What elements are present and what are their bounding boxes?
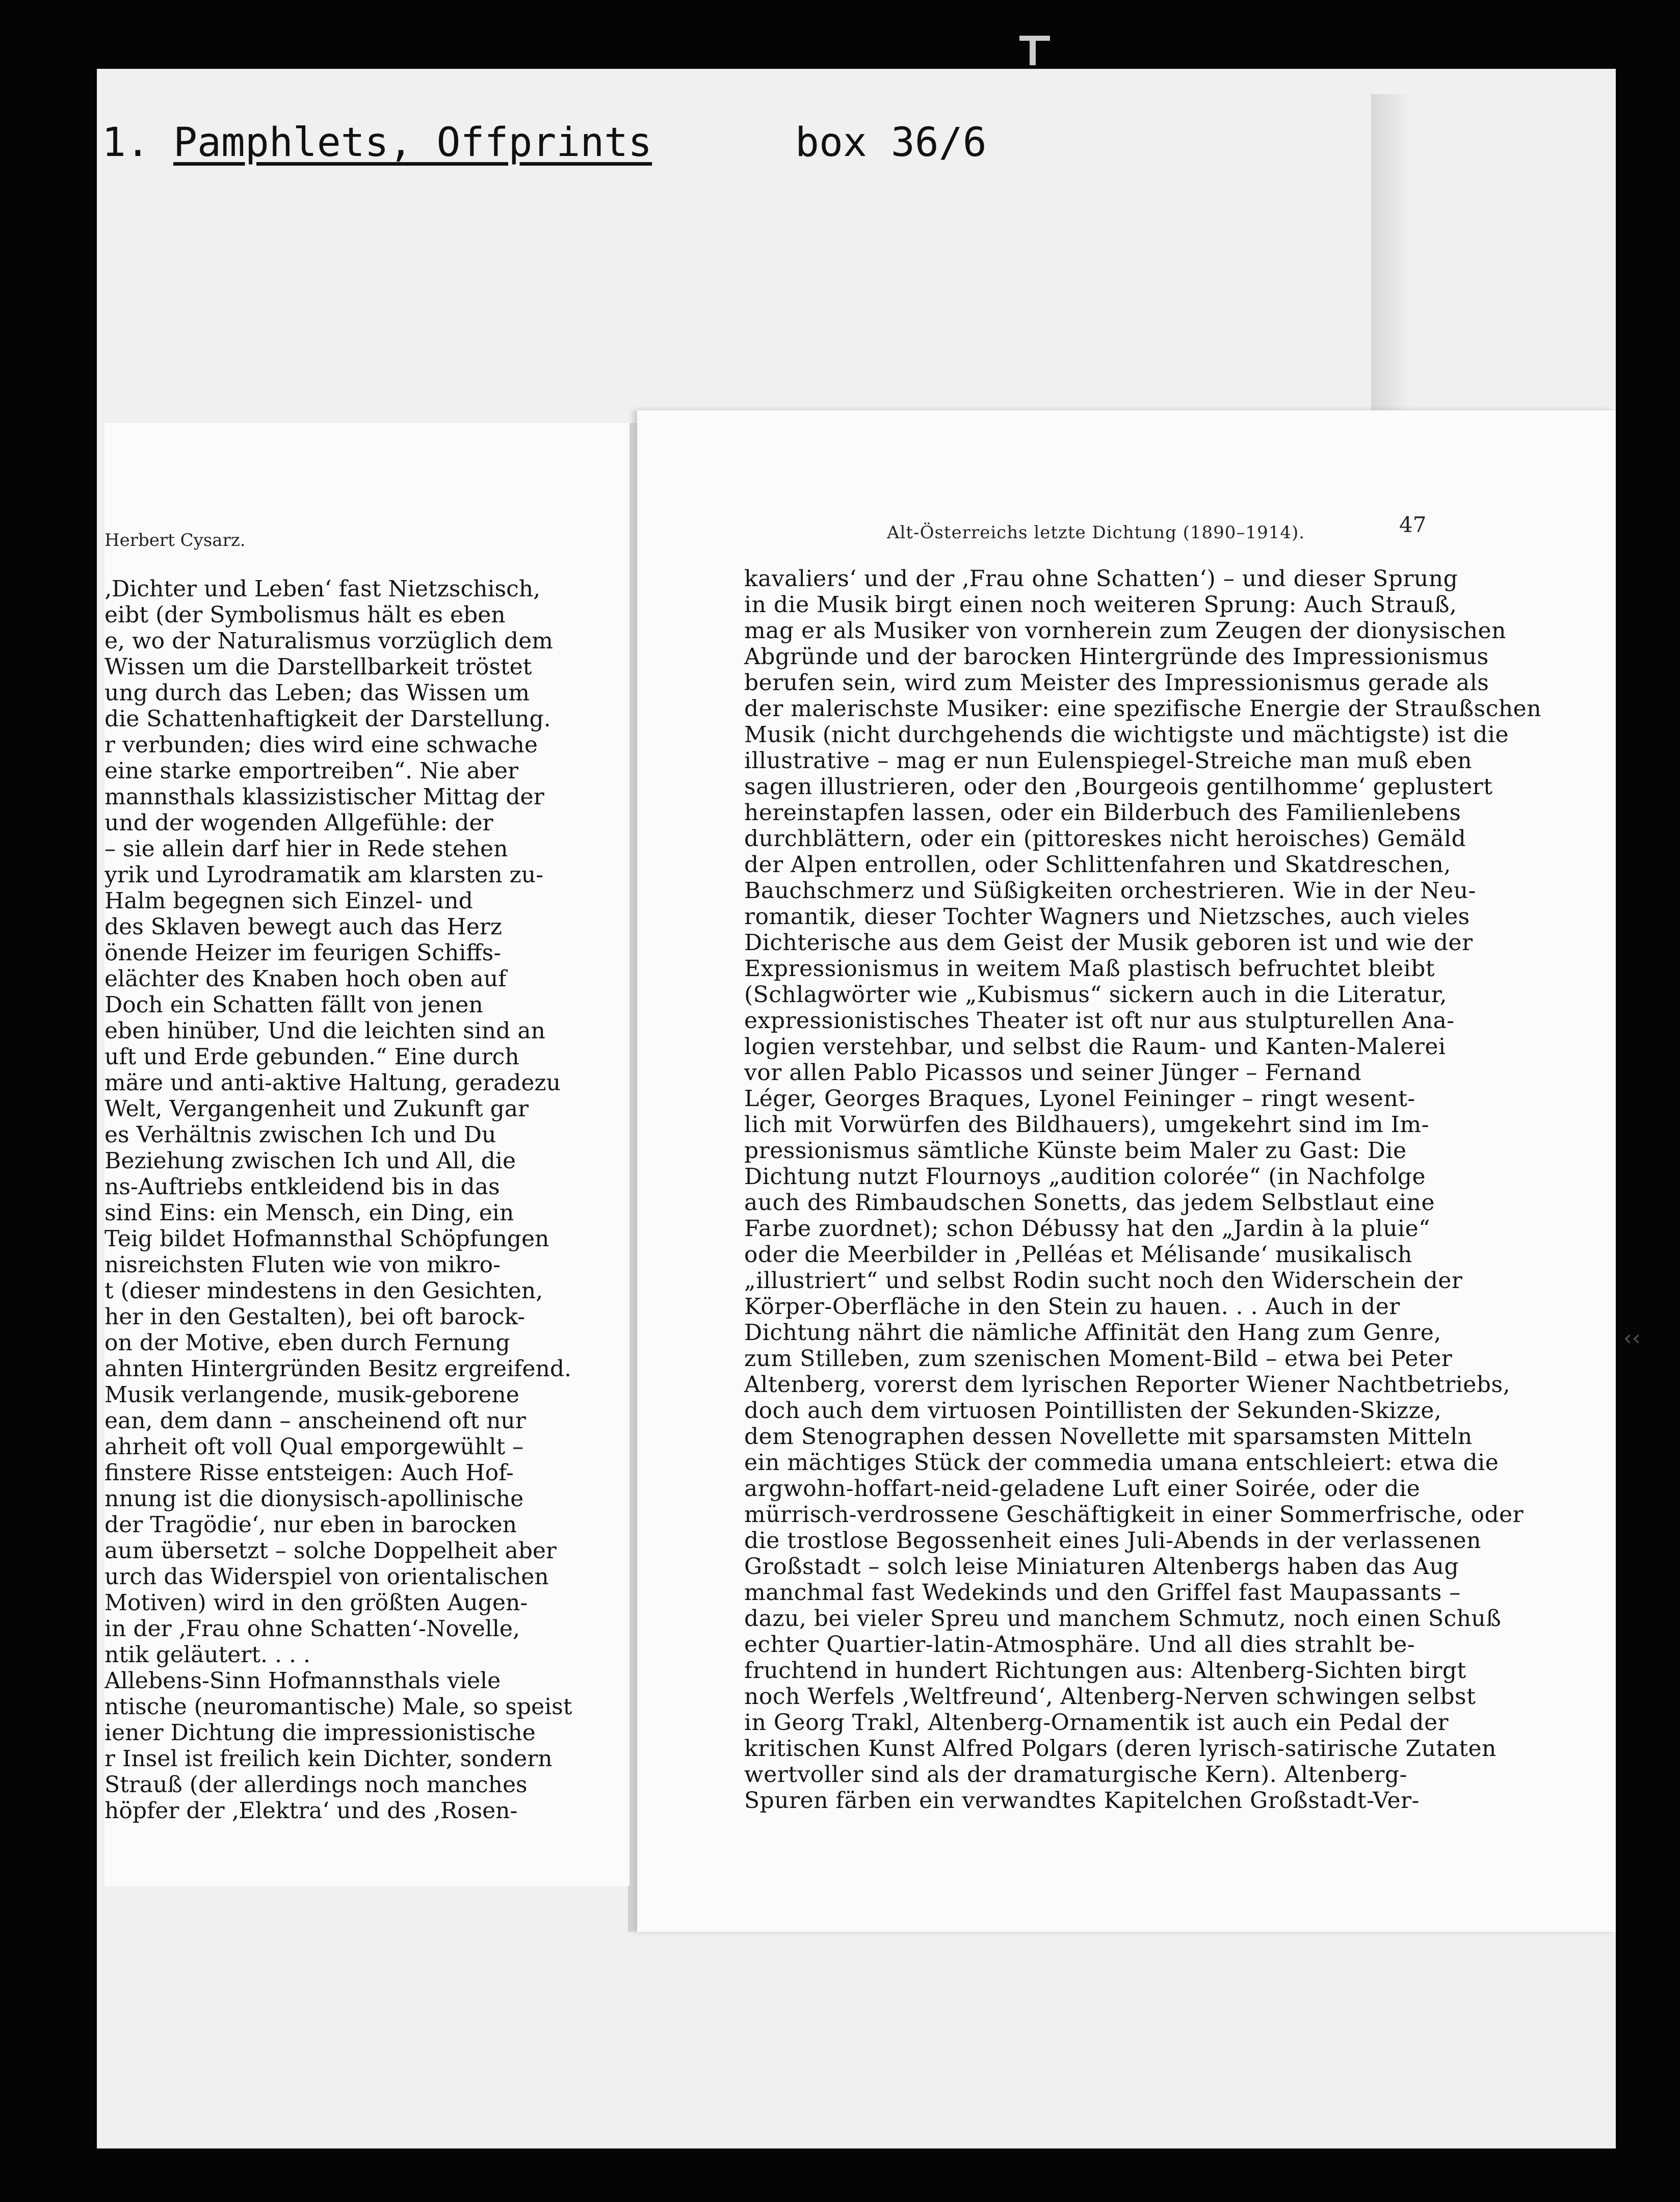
text-line: eibt (der Symbolismus hält es eben — [104, 602, 506, 628]
text-line: dazu, bei vieler Spreu und manchem Schmutz, noch einen Schuß — [744, 1606, 1502, 1632]
text-line: in die Musik birgt einen noch weiteren Sprung: Auch Strauß, — [744, 592, 1457, 618]
text-line: echter Quartier-latin-Atmosphäre. Und all dies strahlt be- — [744, 1632, 1415, 1658]
text-line: durchblättern, oder ein (pittoreskes nicht heroisches) Gemäld — [744, 826, 1466, 852]
text-line: Welt, Vergangenheit und Zukunft gar — [104, 1096, 529, 1122]
label-title: Pamphlets, Offprints — [173, 120, 652, 166]
pencil-mark-stem — [1030, 40, 1036, 65]
text-line: der Alpen entrollen, oder Schlittenfahren und Skatdreschen, — [744, 852, 1451, 878]
text-line: ean, dem dann – anscheinend oft nur — [104, 1408, 526, 1434]
text-line: Allebens-Sinn Hofmannsthals viele — [104, 1668, 501, 1694]
text-line: Dichtung nährt die nämliche Affinität den Hang zum Genre, — [744, 1320, 1441, 1346]
text-line: ung durch das Leben; das Wissen um — [104, 680, 530, 706]
margin-mark: ‹‹ — [1623, 1325, 1641, 1350]
text-line: lich mit Vorwürfen des Bildhauers), umgekehrt sind im Im- — [744, 1112, 1430, 1138]
text-line: eine starke emportreiben“. Nie aber — [104, 758, 519, 784]
text-line: mannsthals klassizistischer Mittag der — [104, 784, 544, 810]
text-line: Dichterische aus dem Geist der Musik geboren ist und wie der — [744, 930, 1473, 956]
text-line: Teig bildet Hofmannsthal Schöpfungen — [104, 1226, 549, 1252]
book-gutter — [628, 423, 638, 1932]
text-line: argwohn-hoffart-neid-geladene Luft einer Soirée, oder die — [744, 1476, 1421, 1502]
text-line: r Insel ist freilich kein Dichter, sondern — [104, 1746, 553, 1772]
text-line: und der wogenden Allgefühle: der — [104, 810, 493, 836]
text-line: ahrheit oft voll Qual emporgewühlt – — [104, 1434, 524, 1460]
text-line: yrik und Lyrodramatik am klarsten zu- — [104, 862, 544, 888]
text-line: ‚Dichter und Leben‘ fast Nietzschisch, — [104, 576, 541, 602]
text-line: Großstadt – solch leise Miniaturen Altenbergs haben das Aug — [744, 1554, 1459, 1580]
text-line: Expressionismus in weitem Maß plastisch befruchtet bleibt — [744, 956, 1435, 982]
text-line: mürrisch-verdrossene Geschäftigkeit in einer Sommerfrische, oder — [744, 1502, 1524, 1528]
text-line: Léger, Georges Braques, Lyonel Feininger – ringt wesent- — [744, 1086, 1415, 1112]
text-line: Altenberg, vorerst dem lyrischen Reporter Wiener Nachtbetriebs, — [744, 1372, 1511, 1398]
text-line: es Verhältnis zwischen Ich und Du — [104, 1122, 496, 1148]
text-line: – sie allein darf hier in Rede stehen — [104, 836, 508, 862]
text-line: pressionismus sämtliche Künste beim Maler zu Gast: Die — [744, 1138, 1407, 1164]
text-line: Spuren färben ein verwandtes Kapitelchen Großstadt-Ver- — [744, 1788, 1420, 1814]
text-line: aum übersetzt – solche Doppelheit aber — [104, 1538, 557, 1564]
text-line: r verbunden; dies wird eine schwache — [104, 732, 538, 758]
text-line: die trostlose Begossenheit eines Juli-Abends in der verlassenen — [744, 1528, 1481, 1554]
text-line: Musik (nicht durchgehends die wichtigste und mächtigste) ist die — [744, 722, 1509, 748]
text-line: ein mächtiges Stück der commedia umana entschleiert: etwa die — [744, 1450, 1499, 1476]
text-line: „illustriert“ und selbst Rodin sucht noch den Widerschein der — [744, 1268, 1463, 1294]
text-line: ntik geläutert. . . . — [104, 1642, 310, 1668]
left-text-column — [104, 576, 629, 1824]
text-line: e, wo der Naturalismus vorzüglich dem — [104, 628, 553, 654]
text-line: märe und anti-aktive Haltung, geradezu — [104, 1070, 561, 1096]
text-line: Beziehung zwischen Ich und All, die — [104, 1148, 516, 1174]
page-number: 47 — [1399, 512, 1427, 537]
text-line: oder die Meerbilder in ‚Pelléas et Mélisande‘ musikalisch — [744, 1242, 1412, 1268]
text-line: doch auch dem virtuosen Pointillisten der Sekunden-Skizze, — [744, 1398, 1442, 1424]
text-line: wertvoller sind als der dramaturgische Kern). Altenberg- — [744, 1762, 1407, 1788]
text-line: expressionistisches Theater ist oft nur aus stulpturellen Ana- — [744, 1008, 1455, 1034]
text-line: uft und Erde gebunden.“ Eine durch — [104, 1044, 519, 1070]
text-line: in der ‚Frau ohne Schatten‘-Novelle, — [104, 1616, 520, 1642]
right-page — [637, 410, 1616, 1932]
text-line: nnung ist die dionysisch-apollinische — [104, 1486, 524, 1512]
text-line: önende Heizer im feurigen Schiffs- — [104, 940, 502, 966]
text-line: (Schlagwörter wie „Kubismus“ sickern auch in die Literatur, — [744, 982, 1447, 1008]
text-line: t (dieser mindestens in den Gesichten, — [104, 1278, 543, 1304]
text-line: hereinstapfen lassen, oder ein Bilderbuch des Familienlebens — [744, 800, 1461, 826]
text-line: ahnten Hintergründen Besitz ergreifend. — [104, 1356, 571, 1382]
text-line: Dichtung nutzt Flournoys „audition colorée“ (in Nachfolge — [744, 1164, 1426, 1190]
text-line: fruchtend in hundert Richtungen aus: Altenberg-Sichten birgt — [744, 1658, 1466, 1684]
text-line: sagen illustrieren, oder den ‚Bourgeois gentilhomme‘ geplustert — [744, 774, 1493, 800]
text-line: Halm begegnen sich Einzel- und — [104, 888, 473, 914]
text-line: kritischen Kunst Alfred Polgars (deren lyrisch-satirische Zutaten — [744, 1736, 1497, 1762]
text-line: logien verstehbar, und selbst die Raum- und Kanten-Malerei — [744, 1034, 1446, 1060]
text-line: berufen sein, wird zum Meister des Impressionismus gerade als — [744, 670, 1489, 696]
text-line: her in den Gestalten), bei oft barock- — [104, 1304, 526, 1330]
left-page — [104, 423, 629, 1886]
text-line: illustrative – mag er nun Eulenspiegel-Streiche man muß eben — [744, 748, 1473, 774]
text-line: sind Eins: ein Mensch, ein Ding, ein — [104, 1200, 514, 1226]
text-line: der Tragödie‘, nur eben in barocken — [104, 1512, 517, 1538]
text-line: höpfer der ‚Elektra‘ und des ‚Rosen- — [104, 1798, 518, 1824]
text-line: auch des Rimbaudschen Sonetts, das jedem Selbstlaut eine — [744, 1190, 1435, 1216]
text-line: eben hinüber, Und die leichten sind an — [104, 1018, 545, 1044]
text-line: nisreichsten Fluten wie von mikro- — [104, 1252, 501, 1278]
label-number: 1. — [102, 120, 150, 166]
text-line: ns-Auftriebs entkleidend bis in das — [104, 1174, 500, 1200]
text-line: elächter des Knaben hoch oben auf — [104, 966, 507, 992]
text-line: ntische (neuromantische) Male, so speist — [104, 1694, 572, 1720]
text-line: des Sklaven bewegt auch das Herz — [104, 914, 502, 940]
right-text-column — [744, 566, 1542, 1814]
text-line: dem Stenographen dessen Novellette mit sparsamsten Mitteln — [744, 1424, 1473, 1450]
label-box: box 36/6 — [795, 120, 987, 166]
text-line: manchmal fast Wedekinds und den Griffel fast Maupassants – — [744, 1580, 1461, 1606]
text-line: Doch ein Schatten fällt von jenen — [104, 992, 483, 1018]
text-line: zum Stilleben, zum szenischen Moment-Bild – etwa bei Peter — [744, 1346, 1453, 1372]
text-line: iener Dichtung die impressionistische — [104, 1720, 536, 1746]
text-line: Motiven) wird in den größten Augen- — [104, 1590, 528, 1616]
text-line: kavaliers‘ und der ‚Frau ohne Schatten‘) – und dieser Sprung — [744, 566, 1458, 592]
text-line: vor allen Pablo Picassos und seiner Jünger – Fernand — [744, 1060, 1362, 1086]
text-line: der malerischste Musiker: eine spezifische Energie der Straußschen — [744, 696, 1542, 722]
text-line: die Schattenhaftigkeit der Darstellung. — [104, 706, 551, 732]
text-line: Farbe zuordnet); schon Débussy hat den „Jardin à la pluie“ — [744, 1216, 1431, 1242]
text-line: on der Motive, eben durch Fernung — [104, 1330, 510, 1356]
text-line: Strauß (der allerdings noch manches — [104, 1772, 528, 1798]
text-line: finstere Risse entsteigen: Auch Hof- — [104, 1460, 514, 1486]
text-line: Wissen um die Darstellbarkeit tröstet — [104, 654, 532, 680]
right-running-head: Alt-Österreichs letzte Dichtung (1890–1914). — [887, 522, 1305, 543]
text-line: Musik verlangende, musik-geborene — [104, 1382, 519, 1408]
text-line: Abgründe und der barocken Hintergründe des Impressionismus — [744, 644, 1489, 670]
text-line: mag er als Musiker von vornherein zum Zeugen der dionysischen — [744, 618, 1506, 644]
text-line: in Georg Trakl, Altenberg-Ornamentik ist auch ein Pedal der — [744, 1710, 1449, 1736]
archive-label — [97, 115, 1014, 171]
text-line: noch Werfels ‚Weltfreund‘, Altenberg-Nerven schwingen selbst — [744, 1684, 1476, 1710]
text-line: romantik, dieser Tochter Wagners und Nietzsches, auch vieles — [744, 904, 1470, 930]
left-running-head: Herbert Cysarz. — [104, 530, 246, 550]
text-line: Körper-Oberfläche in den Stein zu hauen. . . Auch in der — [744, 1294, 1400, 1320]
text-line: urch das Widerspiel von orientalischen — [104, 1564, 549, 1590]
text-line: Bauchschmerz und Süßigkeiten orchestrieren. Wie in der Neu- — [744, 878, 1476, 904]
